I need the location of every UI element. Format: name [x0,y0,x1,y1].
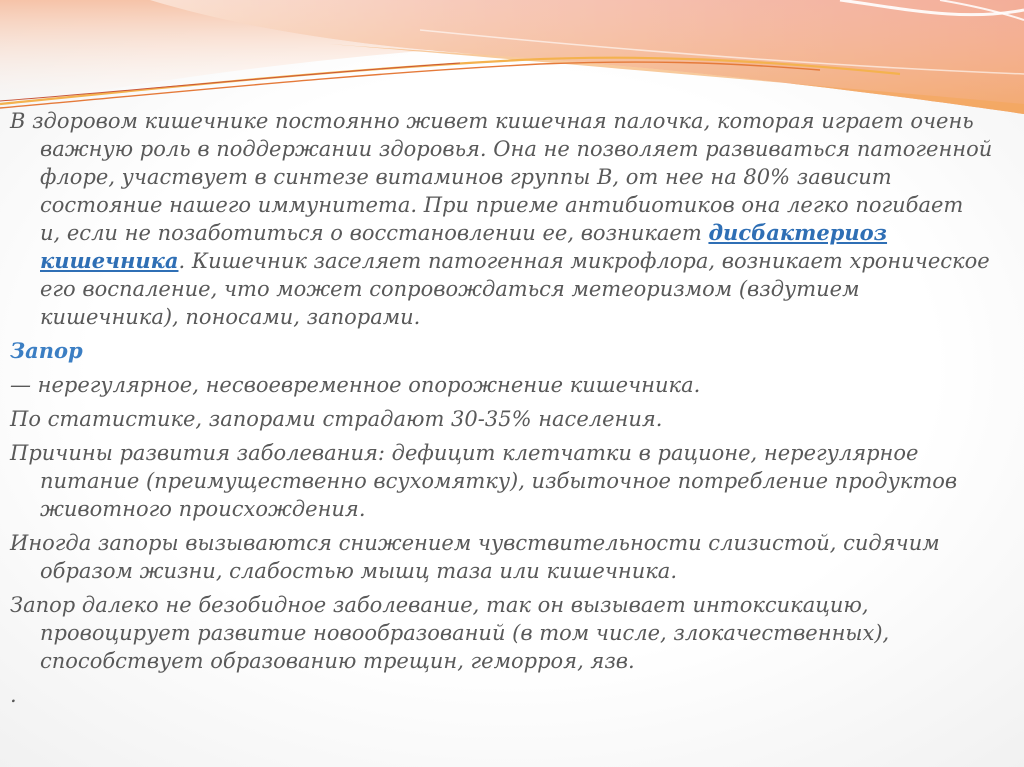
intro-line: . Кишечник заселяет патогенная микрофлора, возникает хроническое [178,249,990,273]
other-causes-paragraph [10,529,1014,585]
section-heading: Запор [10,338,83,363]
trailing-mark: . [10,683,17,707]
statistics-paragraph: По статистике, запорами страдают 30-35% населения. [10,407,663,431]
other-causes-line: образом жизни, слабостью мышц таза или кишечника. [40,559,678,583]
danger-paragraph [10,591,1014,675]
link-text-part[interactable]: дисбактериоз [708,220,888,245]
causes-paragraph [10,439,1014,523]
intro-paragraph [10,107,1014,331]
intro-line: В здоровом кишечнике постоянно живет кишечная палочка, которая играет очень [10,109,974,133]
causes-line: питание (преимущественно всухомятку), избыточное потребление продуктов [40,469,958,493]
intro-line: кишечника), поносами, запорами. [40,305,421,329]
causes-line: животного происхождения. [40,497,366,521]
intro-line: флоре, участвует в синтезе витаминов группы В, от нее на 80% зависит [40,165,892,189]
other-causes-line: Иногда запоры вызываются снижением чувствительности слизистой, сидячим [10,531,940,555]
intro-line: его воспаление, что может сопровождаться метеоризмом (вздутием [40,277,860,301]
link-text-part[interactable]: кишечника [40,248,179,273]
danger-line: способствует образованию трещин, геморроя, язв. [40,649,635,673]
causes-line: Причины развития заболевания: дефицит клетчатки в рационе, нерегулярное [10,441,919,465]
intro-line: и, если не позаботиться о восстановлении ее, возникает [40,221,709,245]
slide-body [10,107,1014,709]
decorative-wave-banner [0,0,1024,124]
intro-line: важную роль в поддержании здоровья. Она не позволяет развиваться патогенной [40,137,993,161]
intro-line: состояние нашего иммунитета. При приеме антибиотиков она легко погибает [40,193,964,217]
danger-line: провоцирует развитие новообразований (в том числе, злокачественных), [40,621,890,645]
danger-line: Запор далеко не безобидное заболевание, так он вызывает интоксикацию, [10,593,869,617]
definition-paragraph: — нерегулярное, несвоевременное опорожнение кишечника. [10,373,701,397]
